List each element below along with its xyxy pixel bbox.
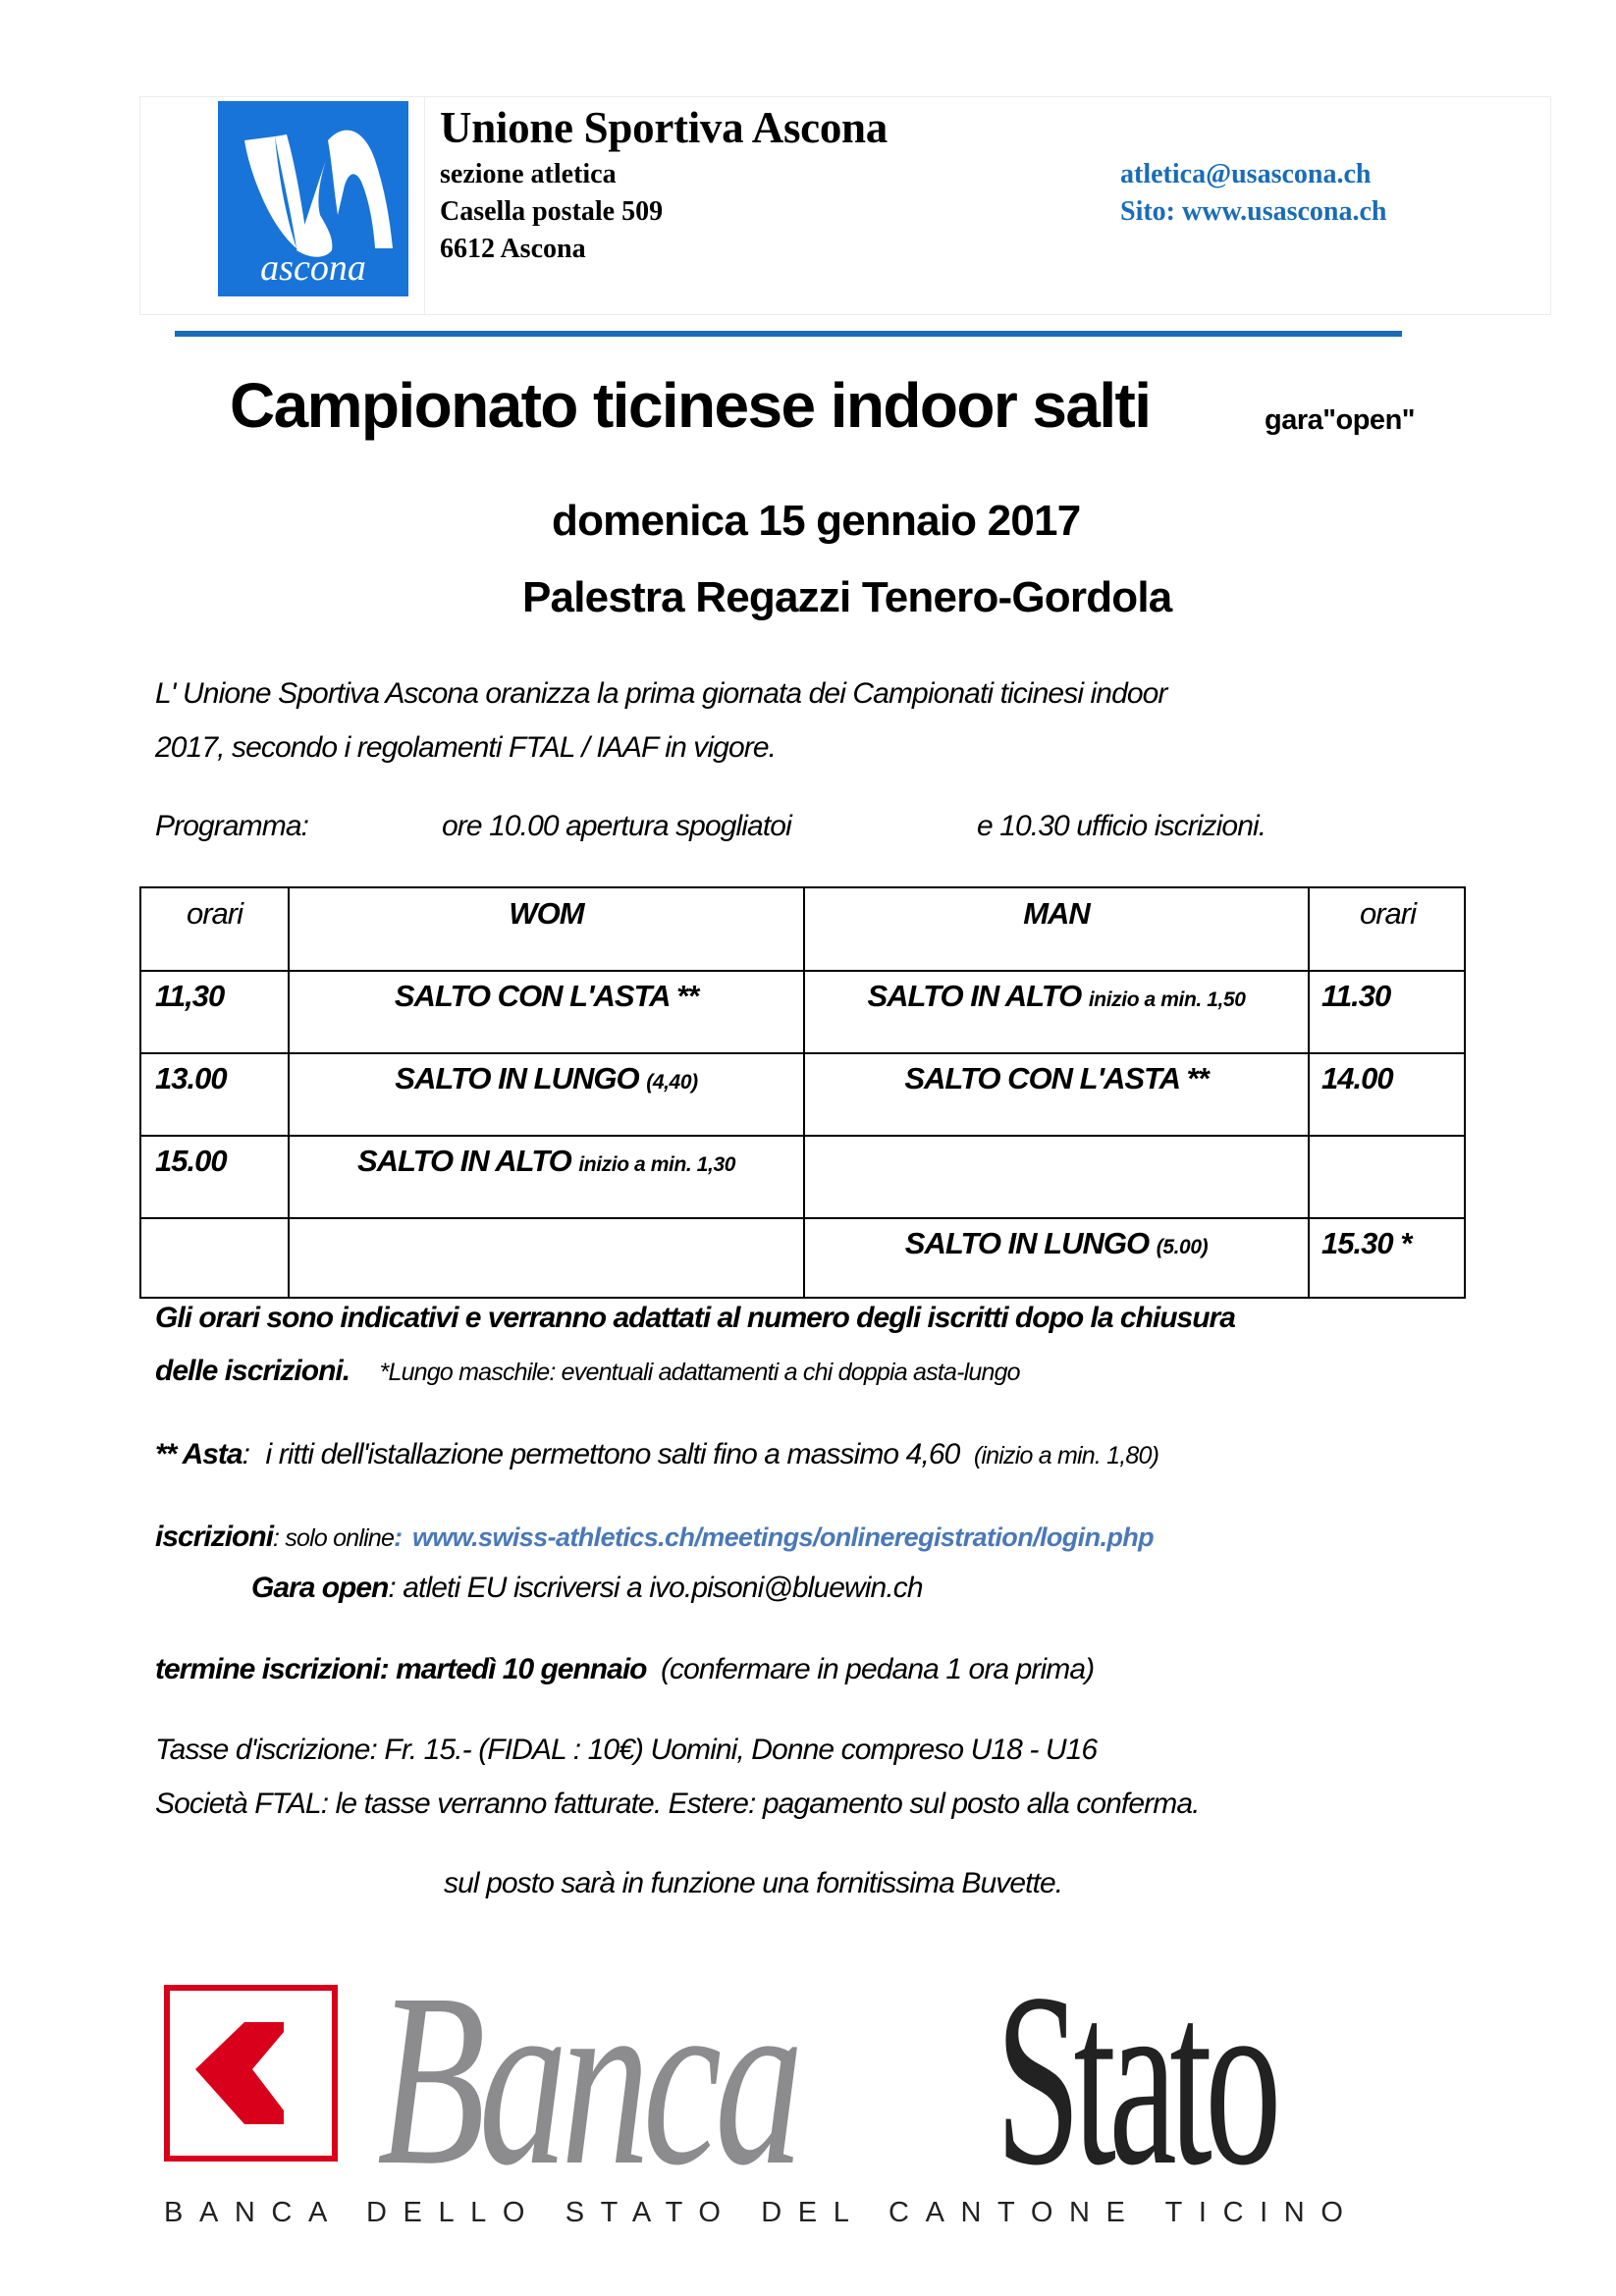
program-item-2: e 10.30 ufficio iscrizioni. [977,810,1266,842]
title-suffix: gara"open" [1265,404,1416,436]
org-city: 6612 Ascona [440,234,586,264]
time-wom: 11,30 [155,979,225,1013]
iscrizioni-line: iscrizioni: solo online: www.swiss-athletics.ch/meetings/onlineregistration/login.php [155,1521,1155,1553]
schedule-table [139,886,1466,1299]
org-name: Unione Sportiva Ascona [440,103,888,152]
svg-text:ascona: ascona [260,247,366,289]
event-wom: SALTO IN LUNGO (4,40) [395,1061,698,1095]
sponsor-name-stato: Stato [996,1942,1274,2216]
col-header-man: MAN [1023,896,1090,931]
schedule-disclaimer-line-1: Gli orari sono indicativi e verranno adattati al numero degli iscritti dopo la chiusura [155,1302,1235,1334]
event-man: SALTO IN LUNGO (5.00) [904,1226,1209,1260]
time-wom: 13.00 [155,1061,227,1095]
col-header-wom: WOM [509,896,584,931]
billing-line: Società FTAL: le tasse verranno fatturate. Estere: pagamento sul posto alla conferma. [155,1788,1200,1820]
page-title: Campionato ticinese indoor salti [230,370,1151,441]
usa-logo-icon [218,101,408,296]
gara-open-line: Gara open: atleti EU iscriversi a ivo.pisoni@bluewin.ch [251,1572,923,1604]
sponsor-subtitle: BANCA DELLO STATO DEL CANTONE TICINO [164,2197,1360,2228]
asta-note: ** Asta: i ritti dell'istallazione permettono salti fino a massimo 4,60 (inizio a min. 1,80) [155,1438,1159,1470]
sponsor-name-banca: Banca [377,1942,797,2216]
time-man: 15.30 * [1321,1226,1412,1260]
event-date: domenica 15 gennaio 2017 [552,497,1081,545]
website-link[interactable]: Sito: www.usascona.ch [1120,196,1387,227]
lungo-note: *Lungo maschile: eventuali adattamenti a chi doppia asta-lungo [379,1359,1020,1386]
header-rule [175,331,1402,337]
event-man: SALTO CON L'ASTA ** [904,1061,1209,1095]
letterhead-divider [424,96,425,315]
intro-line-1: L' Unione Sportiva Ascona oranizza la prima giornata dei Campionati ticinesi indoor [155,677,1167,710]
event-wom: SALTO IN ALTO inizio a min. 1,30 [356,1144,736,1178]
event-venue: Palestra Regazzi Tenero-Gordola [522,573,1172,621]
table-divider [1308,888,1310,1297]
bancastato-chevron-icon [170,1991,332,2156]
table-divider [141,1217,1464,1219]
schedule-disclaimer-line-2: delle iscrizioni. *Lungo maschile: eventuali adattamenti a chi doppia asta-lungo [155,1355,1020,1387]
fees-line: Tasse d'iscrizione: Fr. 15.- (FIDAL : 10€) Uomini, Donne compreso U18 - U16 [155,1734,1098,1766]
registration-link[interactable]: www.swiss-athletics.ch/meetings/onlineregistration/login.php [411,1522,1155,1552]
table-divider [141,1135,1464,1137]
col-header-orari-wom: orari [186,896,242,931]
time-man: 11.30 [1321,979,1391,1013]
event-man: SALTO IN ALTO inizio a min. 1,50 [867,979,1246,1013]
program-label: Programma: [155,810,309,842]
deadline-line: termine iscrizioni: martedì 10 gennaio (confermare in pedana 1 ora prima) [155,1653,1095,1685]
intro-line-2: 2017, secondo i regolamenti FTAL / IAAF in vigore. [155,731,777,764]
org-section: sezione atletica [440,159,617,189]
col-header-orari-man: orari [1359,896,1416,931]
event-wom: SALTO CON L'ASTA ** [394,979,699,1013]
table-divider [141,1052,1464,1054]
email-link[interactable]: atletica@usascona.ch [1120,159,1372,189]
buvette-line: sul posto sarà in funzione una fornitissima Buvette. [444,1867,1063,1899]
org-po-box: Casella postale 509 [440,196,664,227]
time-man: 14.00 [1321,1061,1393,1095]
time-wom: 15.00 [155,1144,227,1178]
table-divider [141,970,1464,972]
usa-ascona-logo [218,101,408,296]
bancastato-mark [164,1985,338,2162]
program-item-1: ore 10.00 apertura spogliatoi [442,810,791,842]
